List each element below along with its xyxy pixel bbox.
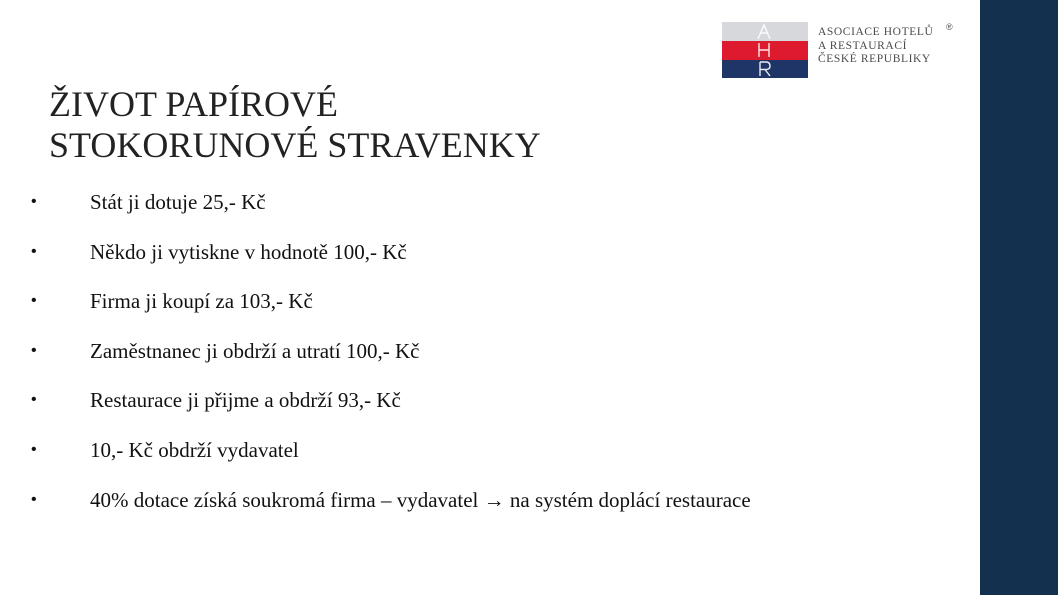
bullet-text: Zaměstnanec ji obdrží a utratí 100,- Kč — [90, 338, 420, 363]
slide-title — [49, 84, 541, 166]
bullet-marker: • — [31, 341, 37, 359]
bullet-text: 10,- Kč obdrží vydavatel — [90, 437, 299, 462]
logo-text-line: ASOCIACE HOTELŮ — [818, 26, 934, 38]
bullet-marker: • — [31, 292, 37, 310]
bullet-text: Někdo ji vytiskne v hodnotě 100,- Kč — [90, 239, 407, 264]
bullet-marker: • — [31, 440, 37, 458]
bullet-text: Stát ji dotuje 25,- Kč — [90, 190, 266, 214]
bullet-marker: • — [31, 193, 37, 210]
ahr-logo-flag — [722, 22, 808, 78]
bullet-marker: • — [31, 490, 37, 508]
logo-text-line: ČESKÉ REPUBLIKY — [818, 53, 931, 65]
ahr-monogram-icon — [722, 22, 808, 78]
bullet-text: Restaurace ji přijme a obdrží 93,- Kč — [90, 388, 401, 413]
ahr-logo-text — [818, 26, 933, 67]
bullet-text: Firma ji koupí za 103,- Kč — [90, 289, 313, 314]
side-decoration-bar — [980, 0, 1058, 595]
bullet-marker: • — [31, 242, 37, 260]
bullet-marker: • — [31, 391, 37, 409]
ahr-logo — [722, 22, 962, 80]
registered-mark: ® — [946, 22, 953, 32]
slide-title-line: STOKORUNOVÉ STRAVENKY — [49, 125, 541, 165]
logo-text-line: A RESTAURACÍ — [818, 39, 908, 52]
bullet-text: 40% dotace získá soukromá firma – vydavatel → na systém doplácí restaurace — [90, 487, 751, 512]
slide-title-line: ŽIVOT PAPÍROVÉ — [49, 84, 339, 124]
